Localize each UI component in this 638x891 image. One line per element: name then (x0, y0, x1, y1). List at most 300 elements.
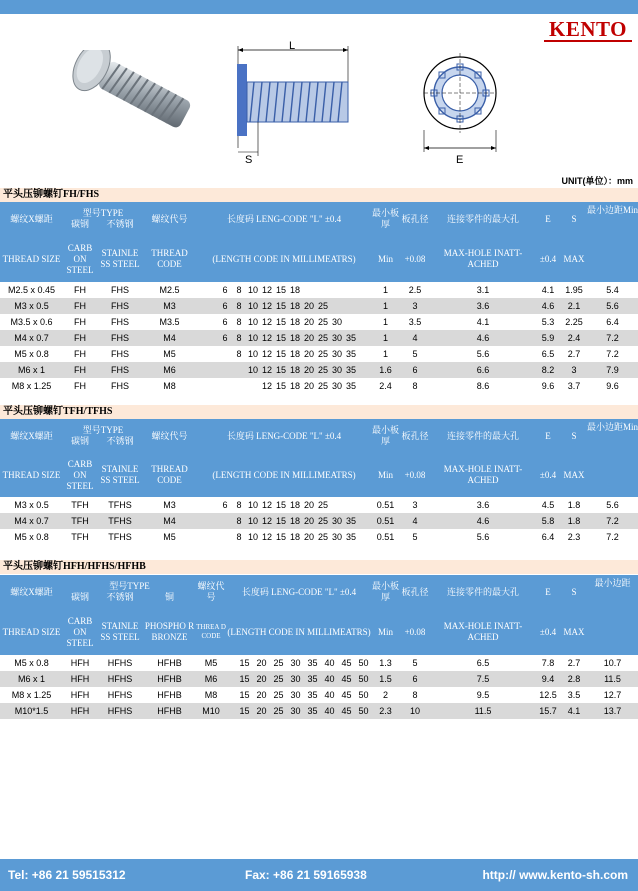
length-code: 35 (307, 690, 318, 700)
length-code (232, 381, 246, 391)
length-code: 45 (341, 706, 352, 716)
cell-e: 9.6 (541, 381, 555, 391)
cell-thread: M4 x 0.7 (0, 513, 63, 529)
hdr-maxhole-en: MAX-HOLE INATT-ACHED (431, 609, 535, 655)
cell-hole: 3.5 (408, 317, 422, 327)
cell-code: M3 (143, 298, 196, 314)
cell-e: 6.5 (541, 349, 555, 359)
length-code: 20 (303, 532, 314, 542)
length-code: 15 (275, 532, 286, 542)
hdr-hole-tol: +0.08 (399, 453, 431, 497)
length-code: 35 (307, 706, 318, 716)
cell-thread: M2.5 x 0.45 (7, 285, 56, 295)
hdr-maxhole-cn: 连接零件的最大孔 (431, 575, 535, 609)
cell-min-thickness: 1.3 (379, 658, 392, 668)
cell-hole: 2.5 (408, 285, 422, 295)
length-code (344, 317, 358, 327)
cell-lengths (226, 687, 372, 703)
length-code: 18 (289, 532, 300, 542)
cell-s: 1.8 (561, 513, 587, 529)
cell-min-edge: 12.7 (603, 690, 622, 700)
hdr-length-cn: 长度码 LENG-CODE "L" ±0.4 (196, 202, 372, 236)
length-code: 10 (247, 285, 258, 295)
length-code: 6 (222, 317, 228, 327)
length-code (358, 301, 372, 311)
cell-s: 3 (561, 362, 587, 378)
length-code: 35 (345, 365, 356, 375)
length-code: 20 (303, 516, 314, 526)
spec-table-hfh (0, 575, 638, 719)
cell-min-edge: 5.4 (606, 285, 619, 295)
length-code: 45 (341, 674, 352, 684)
hdr-maxhole-en: MAX-HOLE INATT-ACHED (431, 236, 535, 282)
cell-hole: 8 (412, 381, 418, 391)
cell-max-hole: 6.6 (431, 362, 535, 378)
length-code: 8 (236, 500, 242, 510)
table-row (0, 346, 638, 362)
cell-carbon: FH (74, 317, 86, 327)
hdr-code-en: THREA D CODE (196, 609, 226, 655)
hdr-type-cn: 型号TYPE (109, 581, 150, 591)
hdr-min-cn: 最小板厚 (372, 202, 399, 236)
length-code (358, 333, 372, 343)
cell-thread: M10*1.5 (0, 703, 63, 719)
cell-thread: M5 x 0.8 (14, 349, 49, 359)
cell-code: M2.5 (159, 285, 180, 295)
cell-min-edge: 7.2 (606, 532, 619, 542)
cell-code: M6 (143, 362, 196, 378)
hdr-length-en: (LENGTH CODE IN MILLIMEATRS) (196, 236, 372, 282)
length-code: 30 (331, 516, 342, 526)
cell-carbon: FH (74, 285, 86, 295)
length-code (358, 349, 372, 359)
cell-code: M3 (163, 500, 176, 510)
length-code: 12 (261, 349, 272, 359)
length-code: 6 (222, 333, 228, 343)
hdr-e-tol: ±0.4 (535, 236, 561, 282)
cell-hole: 3 (399, 298, 431, 314)
length-code: 8 (236, 285, 242, 295)
length-code: 20 (303, 301, 314, 311)
hdr-bronze-cn: 铜 (164, 592, 174, 602)
cell-stainless: TFHS (108, 532, 132, 542)
hdr-thread-cn: 螺纹X螺距 (0, 202, 63, 236)
hdr-length-en: (LENGTH CODE IN MILLIMEATRS) (226, 609, 372, 655)
hdr-length-cn: 长度码 LENG-CODE "L" ±0.4 (226, 575, 372, 609)
length-code: 10 (247, 532, 258, 542)
hdr-type-cn: 型号TYPE (82, 208, 124, 218)
cell-stainless: FHS (111, 349, 129, 359)
length-code: 30 (331, 381, 342, 391)
table-row (0, 362, 638, 378)
cell-max-hole: 3.6 (431, 298, 535, 314)
cell-min-edge: 5.6 (606, 500, 619, 510)
length-code: 35 (345, 381, 356, 391)
length-code: 12 (261, 516, 272, 526)
length-code: 10 (247, 333, 258, 343)
length-code: 20 (303, 365, 314, 375)
cell-lengths (226, 671, 372, 687)
table-row (0, 671, 638, 687)
cell-thread: M5 x 0.8 (14, 532, 49, 542)
cell-max-hole: 3.1 (476, 285, 490, 295)
length-code: 30 (290, 706, 301, 716)
top-bar (0, 0, 638, 14)
cell-stainless: HFHS (97, 703, 143, 719)
hdr-s: S (561, 575, 587, 609)
length-code: 8 (236, 532, 242, 542)
hdr-min-edge: 最小边距Min (587, 419, 638, 497)
cell-max-hole: 3.6 (476, 500, 490, 510)
length-code (344, 500, 358, 510)
length-code: 18 (289, 516, 300, 526)
cell-s: 3.7 (567, 381, 581, 391)
cell-hole: 6 (399, 362, 431, 378)
length-code: 35 (307, 674, 318, 684)
length-code: 18 (289, 365, 300, 375)
top-view-drawing (415, 48, 515, 168)
cell-s: 2.7 (567, 658, 581, 668)
hdr-s-tol: MAX (561, 609, 587, 655)
length-code: 25 (273, 658, 284, 668)
length-code: 12 (261, 500, 272, 510)
hdr-maxhole-en: MAX-HOLE INATT-ACHED (431, 453, 535, 497)
hdr-e: E (535, 202, 561, 236)
hdr-s: S (561, 202, 587, 236)
hdr-stainless-cn: 不锈钢 (106, 219, 134, 229)
length-code (358, 317, 372, 327)
length-code: 25 (317, 301, 328, 311)
cell-e: 5.3 (541, 317, 555, 327)
length-code (218, 516, 232, 526)
cell-e: 4.1 (541, 285, 555, 295)
cell-hole: 10 (399, 703, 431, 719)
hdr-min-cn: 最小板厚 (372, 575, 399, 609)
length-code: 45 (341, 658, 352, 668)
hdr-e: E (535, 419, 561, 453)
table-row (0, 703, 638, 719)
length-code (358, 285, 372, 295)
cell-min-edge: 5.6 (587, 298, 638, 314)
hdr-type-cn: 型号TYPE (82, 425, 124, 435)
cell-e: 8.2 (535, 362, 561, 378)
length-code: 30 (331, 365, 342, 375)
cell-s: 3.5 (567, 690, 581, 700)
length-code: 25 (317, 365, 328, 375)
length-code: 6 (222, 500, 228, 510)
length-code: 20 (303, 333, 314, 343)
hdr-e-tol: ±0.4 (535, 609, 561, 655)
length-code: 25 (273, 706, 284, 716)
length-code: 35 (307, 658, 318, 668)
cell-bronze: HFHB (157, 658, 182, 668)
length-code: 12 (261, 381, 272, 391)
cell-code: M8 (163, 381, 176, 391)
length-code: 20 (256, 706, 267, 716)
cell-code: M3.5 (159, 317, 180, 327)
hdr-stainless-en: STAINLE SS STEEL (97, 236, 143, 282)
cell-min-thickness: 0.51 (376, 532, 395, 542)
cell-min-edge: 10.7 (603, 658, 622, 668)
table-row (0, 529, 638, 545)
hdr-thread-cn: 螺纹X螺距 (0, 575, 63, 609)
hdr-e: E (535, 575, 561, 609)
hdr-carbon-cn: 碳钢 (70, 436, 89, 446)
length-code: 25 (273, 674, 284, 684)
length-code: 8 (236, 516, 242, 526)
length-code: 20 (303, 317, 314, 327)
length-code: 25 (317, 500, 328, 510)
length-code: 25 (317, 333, 328, 343)
cell-carbon: HFH (63, 703, 97, 719)
cell-thread: M3.5 x 0.6 (10, 317, 53, 327)
length-code (358, 516, 372, 526)
length-code: 8 (236, 349, 242, 359)
hdr-maxhole-cn: 连接零件的最大孔 (431, 202, 535, 236)
length-code: 18 (289, 301, 300, 311)
cell-s: 1.95 (565, 285, 583, 295)
cell-e: 12.5 (539, 690, 557, 700)
cell-code: M6 (196, 671, 226, 687)
cell-stainless: HFHS (107, 658, 133, 668)
hdr-e-tol: ±0.4 (535, 453, 561, 497)
cell-e: 5.9 (535, 330, 561, 346)
dim-label-e: E (456, 154, 464, 166)
length-code: 30 (290, 658, 301, 668)
cell-min-edge: 13.7 (587, 703, 638, 719)
cell-e: 15.7 (535, 703, 561, 719)
side-view-drawing (230, 38, 365, 168)
cell-hole: 5 (412, 658, 418, 668)
cell-carbon: TFH (63, 513, 97, 529)
length-code: 12 (261, 301, 272, 311)
cell-lengths (196, 362, 372, 378)
footer-website-link[interactable]: http:// www.kento-sh.com (482, 868, 628, 882)
table-row (0, 687, 638, 703)
length-code: 25 (317, 349, 328, 359)
length-code: 30 (331, 317, 342, 327)
cell-thread: M8 x 1.25 (11, 690, 52, 700)
cell-hole: 4 (399, 330, 431, 346)
length-code: 20 (256, 690, 267, 700)
length-code: 15 (275, 317, 286, 327)
cell-s: 2.4 (561, 330, 587, 346)
hdr-code-cn: 螺纹代号 (143, 419, 196, 453)
hdr-carbon-en: CARB ON STEEL (63, 609, 97, 655)
cell-hole: 3 (412, 500, 418, 510)
length-code: 15 (275, 285, 286, 295)
length-code: 10 (247, 365, 258, 375)
hdr-hole-tol: +0.08 (399, 236, 431, 282)
length-code (358, 500, 372, 510)
cell-s: 4.1 (561, 703, 587, 719)
hdr-carbon-cn: 碳钢 (70, 219, 89, 229)
hdr-carbon-cn: 碳钢 (70, 592, 89, 602)
length-code (344, 301, 358, 311)
cell-min-thickness: 2.4 (379, 381, 392, 391)
cell-min-edge: 9.6 (606, 381, 619, 391)
cell-min-edge: 7.2 (587, 513, 638, 529)
cell-carbon: FH (74, 349, 86, 359)
cell-hole: 5 (412, 349, 418, 359)
table-row (0, 298, 638, 314)
dim-label-s: S (245, 154, 253, 166)
cell-carbon: FH (74, 381, 86, 391)
cell-carbon: TFH (71, 532, 89, 542)
cell-stainless: FHS (111, 285, 129, 295)
length-code: 15 (239, 674, 250, 684)
cell-min-thickness: 0.51 (376, 500, 395, 510)
cell-carbon: FH (63, 362, 97, 378)
length-code (316, 285, 330, 295)
cell-s: 2.7 (567, 349, 581, 359)
hdr-thread-en: THREAD SIZE (0, 236, 63, 282)
cell-stainless: HFHS (97, 671, 143, 687)
cell-min-thickness: 1 (382, 349, 388, 359)
length-code: 15 (275, 500, 286, 510)
length-code: 25 (317, 516, 328, 526)
hdr-thread-cn: 螺纹X螺距 (0, 419, 63, 453)
length-code: 40 (324, 674, 335, 684)
cell-min-thickness: 1.5 (372, 671, 399, 687)
cell-bronze: HFHB (143, 671, 196, 687)
hdr-hole-cn: 板孔径 (399, 202, 431, 236)
cell-lengths (196, 346, 372, 362)
length-code: 12 (261, 365, 272, 375)
cell-code: M10 (196, 703, 226, 719)
cell-bronze: HFHB (143, 703, 196, 719)
cell-code: M4 (143, 330, 196, 346)
cell-min-thickness: 1 (382, 317, 388, 327)
cell-e: 4.6 (535, 298, 561, 314)
hdr-maxhole-cn: 连接零件的最大孔 (431, 419, 535, 453)
hdr-code-cn: 螺纹代号 (196, 575, 226, 609)
length-code: 15 (275, 381, 286, 391)
hdr-stainless-en: STAINLE SS STEEL (97, 609, 143, 655)
length-code: 30 (331, 333, 342, 343)
cell-lengths (226, 703, 372, 719)
cell-s: 1.8 (567, 500, 581, 510)
cell-max-hole: 7.5 (431, 671, 535, 687)
length-code: 18 (289, 285, 300, 295)
length-code: 20 (303, 349, 314, 359)
hdr-stainless-en: STAINLE SS STEEL (97, 453, 143, 497)
cell-lengths (196, 314, 372, 330)
length-code: 20 (256, 658, 267, 668)
table-row (0, 513, 638, 529)
length-code: 35 (345, 349, 356, 359)
hdr-length-en: (LENGTH CODE IN MILLIMEATRS) (196, 453, 372, 497)
cell-s: 2.3 (567, 532, 581, 542)
cell-code: M8 (204, 690, 218, 700)
cell-stainless: TFHS (108, 500, 132, 510)
cell-e: 4.5 (541, 500, 555, 510)
hdr-code-cn: 螺纹代号 (143, 202, 196, 236)
length-code: 10 (247, 317, 258, 327)
length-code: 6 (222, 285, 228, 295)
cell-lengths (196, 298, 372, 314)
length-code: 10 (247, 516, 258, 526)
hdr-min-edge: 最小边距Min (587, 202, 638, 282)
length-code: 30 (290, 690, 301, 700)
hdr-stainless-cn: 不锈钢 (106, 592, 134, 602)
length-code: 20 (303, 500, 314, 510)
cell-code: M5 (163, 532, 176, 542)
length-code: 35 (345, 333, 356, 343)
screw-photo (36, 50, 196, 170)
cell-code: M5 (204, 658, 218, 668)
length-code (246, 381, 260, 391)
cell-hole: 8 (412, 690, 418, 700)
length-code: 15 (239, 658, 250, 668)
hdr-s: S (561, 419, 587, 453)
cell-max-hole: 5.6 (476, 532, 490, 542)
cell-thread: M3 x 0.5 (0, 298, 63, 314)
length-code: 18 (289, 500, 300, 510)
cell-max-hole: 9.5 (476, 690, 490, 700)
length-code: 18 (289, 349, 300, 359)
length-code: 50 (358, 690, 369, 700)
length-code: 15 (239, 690, 250, 700)
hdr-hole-cn: 板孔径 (399, 419, 431, 453)
table-row (0, 282, 638, 298)
section-title-hfh: 平头压铆螺钉HFH/HFHS/HFHB (0, 560, 638, 574)
length-code: 15 (239, 706, 250, 716)
length-code: 40 (324, 706, 335, 716)
length-code: 10 (247, 349, 258, 359)
cell-max-hole: 6.5 (476, 658, 490, 668)
length-code (302, 285, 316, 295)
cell-e: 7.8 (541, 658, 555, 668)
cell-code: M4 (143, 513, 196, 529)
table-row (0, 655, 638, 671)
length-code (330, 301, 344, 311)
cell-lengths (196, 497, 372, 513)
cell-lengths (196, 513, 372, 529)
cell-carbon: HFH (70, 690, 90, 700)
cell-e: 5.8 (535, 513, 561, 529)
cell-min-thickness: 2.3 (372, 703, 399, 719)
length-code: 50 (358, 706, 369, 716)
footer-fax: Fax: +86 21 59165938 (245, 868, 367, 882)
hdr-code-en: THREAD CODE (143, 236, 196, 282)
length-code: 8 (236, 333, 242, 343)
length-code (218, 532, 232, 542)
length-code: 15 (275, 333, 286, 343)
length-code: 15 (275, 516, 286, 526)
spec-table-tfh (0, 419, 638, 545)
footer-tel: Tel: +86 21 59515312 (8, 868, 126, 882)
hdr-code-en: THREAD CODE (143, 453, 196, 497)
length-code: 12 (261, 532, 272, 542)
length-code: 15 (275, 349, 286, 359)
cell-thread: M4 x 0.7 (0, 330, 63, 346)
cell-min-edge: 6.4 (606, 317, 619, 327)
length-code: 25 (317, 532, 328, 542)
cell-bronze: HFHB (157, 690, 182, 700)
cell-lengths (196, 529, 372, 545)
cell-stainless: FHS (97, 330, 143, 346)
length-code: 18 (289, 333, 300, 343)
footer-bar (0, 859, 638, 891)
length-code: 40 (324, 658, 335, 668)
cell-max-hole: 4.6 (431, 513, 535, 529)
length-code: 8 (236, 301, 242, 311)
table-row (0, 330, 638, 346)
hdr-thread-en: THREAD SIZE (0, 609, 63, 655)
hdr-min-en: Min (372, 609, 399, 655)
hdr-stainless-cn: 不锈钢 (106, 436, 134, 446)
